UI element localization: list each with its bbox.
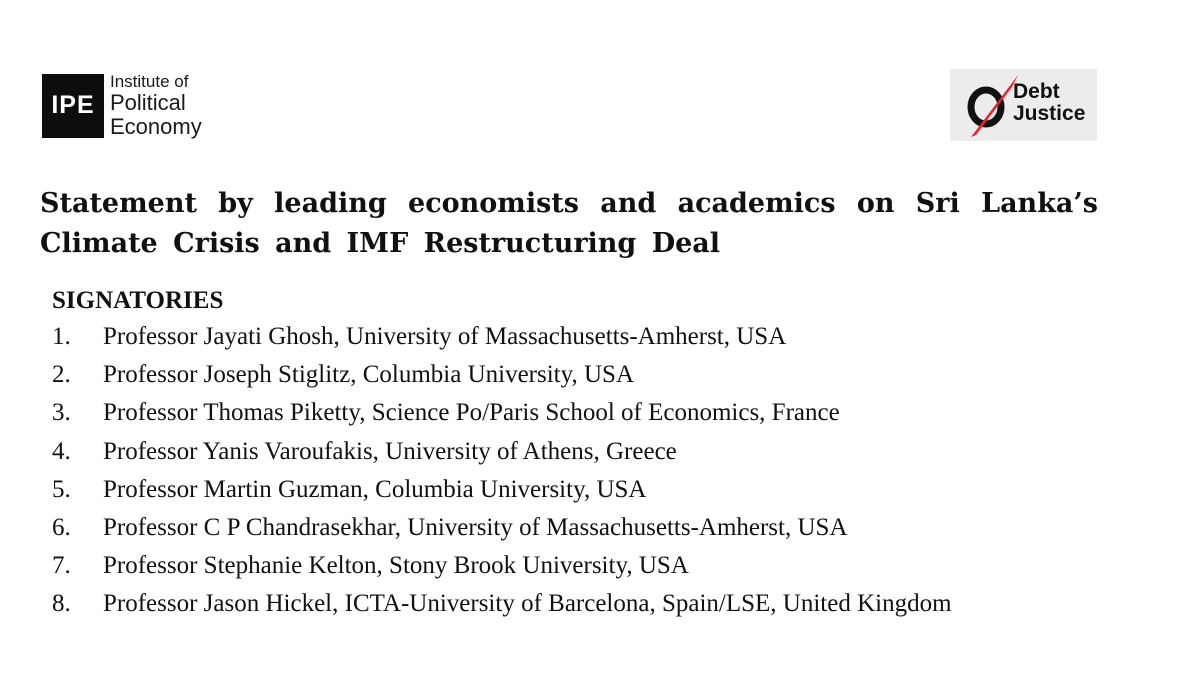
list-item-text: Professor Jason Hickel, ICTA-University of Barcelona, Spain/LSE, United Kingdom: [103, 590, 952, 618]
signatories-list: [52, 318, 952, 624]
list-item-text: Professor Jayati Ghosh, University of Massachusetts-Amherst, USA: [103, 323, 787, 351]
list-item-number: 2.: [52, 361, 71, 389]
list-item-number: 8.: [52, 590, 71, 618]
document-title: Statement by leading economists and academics on Sri Lanka’s Climate Crisis and IMF Restructuring Deal: [40, 188, 1098, 259]
list-item: [52, 433, 952, 471]
list-item: [52, 356, 952, 394]
list-item: [52, 471, 952, 509]
list-item: [52, 318, 952, 356]
list-item: [52, 394, 952, 432]
debt-justice-logo: [950, 69, 1097, 141]
list-item-number: 6.: [52, 514, 71, 542]
ipe-logo-text: [110, 72, 202, 139]
list-item-text: Professor Yanis Varoufakis, University of Athens, Greece: [103, 437, 677, 465]
list-item-text: Professor Thomas Piketty, Science Po/Paris School of Economics, France: [103, 399, 840, 427]
ipe-logo-mark: IPE: [42, 74, 104, 138]
list-item-number: 1.: [52, 323, 71, 351]
ipe-logo-line1: Institute of: [110, 72, 189, 91]
list-item-text: Professor Joseph Stiglitz, Columbia University, USA: [103, 361, 635, 389]
debt-justice-line2: Justice: [1013, 102, 1086, 125]
ipe-logo-line2: Political: [110, 90, 186, 115]
list-item-number: 5.: [52, 475, 71, 503]
list-item: [52, 547, 952, 585]
list-item-number: 7.: [52, 552, 71, 580]
list-item-text: Professor Stephanie Kelton, Stony Brook University, USA: [103, 552, 689, 580]
debt-justice-line1: Debt: [1013, 80, 1060, 103]
debt-justice-wordmark: [1013, 81, 1085, 125]
list-item-text: Professor Martin Guzman, Columbia University, USA: [103, 475, 647, 503]
list-item: [52, 585, 952, 623]
list-item-number: 4.: [52, 437, 71, 465]
ipe-logo: [42, 72, 202, 139]
list-item-number: 3.: [52, 399, 71, 427]
list-item-text: Professor C P Chandrasekhar, University of Massachusetts-Amherst, USA: [103, 514, 848, 542]
signatories-heading: SIGNATORIES: [52, 287, 224, 314]
list-item: [52, 509, 952, 547]
ipe-logo-line3: Economy: [110, 114, 202, 139]
